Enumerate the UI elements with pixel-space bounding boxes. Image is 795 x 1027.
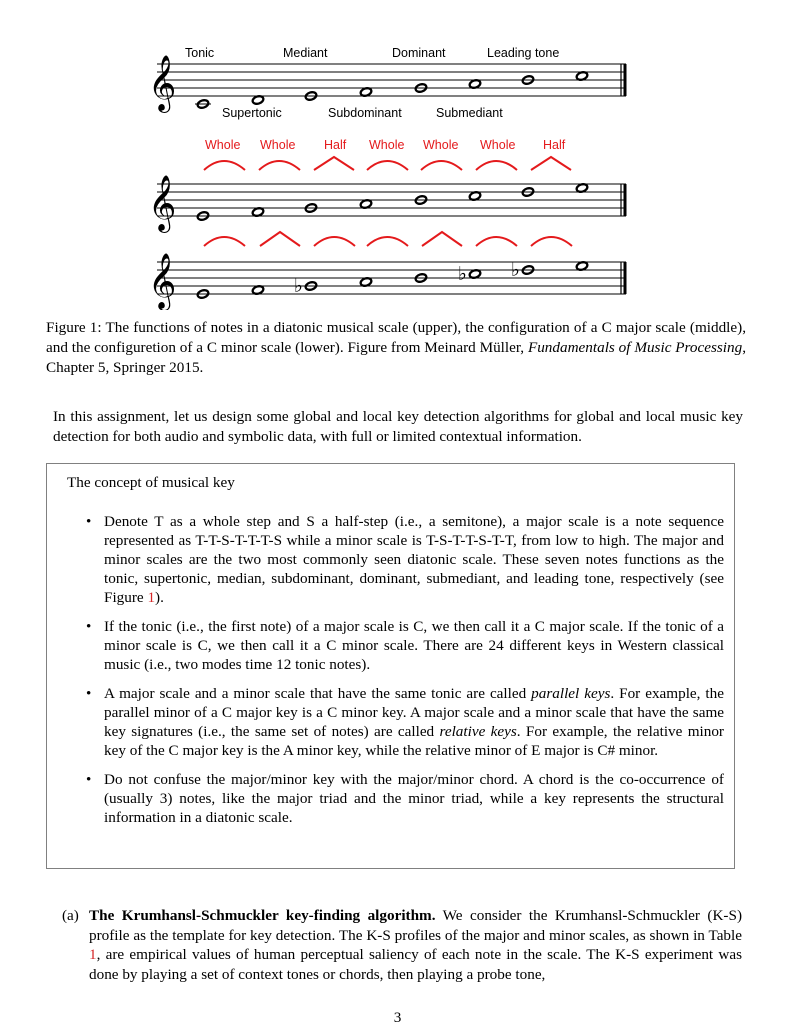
label-tonic: Tonic [185,46,215,60]
step-label-5: Whole [423,138,459,152]
treble-clef-icon: 𝄞 [148,253,177,309]
flat-icon: ♭ [511,259,520,281]
step-label-1: Whole [205,138,241,152]
label-leading-tone: Leading tone [487,46,560,60]
middle-staff [157,184,626,216]
treble-clef-icon: 𝄞 [148,55,177,111]
step-label-4: Whole [369,138,405,152]
treble-clef-icon: 𝄞 [148,175,177,231]
page-number: 3 [393,1009,402,1026]
concept-box-title: The concept of musical key [67,474,235,491]
concept-box [46,463,735,869]
step-arcs-middle [204,157,571,170]
concept-list [86,512,724,837]
step-label-7: Half [543,138,566,152]
list-item: • A major scale and a minor scale that have the same tonic are called parallel keys. For example, the parallel minor of a C major key is a C minor key. A major scale and a minor scale that have the same key signatures (i.e., the same set of notes) are called relative keys. For example, the relative minor key of the C major key is the A minor key, while the relative minor of E major is C# minor. [86,685,724,759]
table-ref-link[interactable]: 1 [89,946,97,963]
lower-notes [195,261,588,299]
upper-staff [157,64,626,96]
part-a-paragraph: (a) The Krumhansl-Schmuckler key-finding algorithm. We consider the Krumhansl-Schmuckler (K-S) profile as the template for key detection. The K-S profiles of the major and minor scales, as shown in Table 1, are empirical values of human perceptual saliency of each note in the scale. The K-S experiment was done by playing a set of context tones or chords, then playing a probe tone, [62,907,742,983]
book-title: Fundamentals of Music Processing [527,339,743,356]
intro-paragraph: In this assignment, let us design some global and local key detection algorithms for global and local music key detection for both audio and symbolic data, with full or limited contextual information. [53,408,743,445]
label-subdominant: Subdominant [328,106,402,120]
upper-top-labels [185,46,559,60]
step-arcs-lower [204,232,572,246]
list-item: • Do not confuse the major/minor key with the major/minor chord. A chord is the co-occurrence of (usually 3) notes, like the major triad and the minor triad, while a key represents the structural information in a diatonic scale. [86,771,724,826]
label-supertonic: Supertonic [222,106,282,120]
label-mediant: Mediant [283,46,328,60]
step-labels-middle [205,138,566,152]
part-a-title: The Krumhansl-Schmuckler key-finding algorithm. [89,907,436,924]
upper-bottom-labels [222,106,503,120]
upper-notes [195,71,588,109]
step-label-6: Whole [480,138,516,152]
middle-notes [195,183,588,221]
step-label-3: Half [324,138,347,152]
step-label-2: Whole [260,138,296,152]
lower-staff [157,262,626,294]
figure-1-scales [0,0,795,310]
list-item: • If the tonic (i.e., the first note) of a major scale is C, we then call it a C major scale. If the tonic of a minor scale is C, we then call it a C minor scale. There are 24 different keys in Western classical music (i.e., two modes time 12 tonic notes). [86,618,724,673]
part-a-label: (a) [62,907,79,924]
label-dominant: Dominant [392,46,446,60]
list-item: • Denote T as a whole step and S a half-step (i.e., a semitone), a major scale is a note sequence represented as T-T-S-T-T-T-S while a minor scale is T-S-T-T-S-T-T, from low to high. The major and minor scales are the two most commonly seen diatonic scale. These seven notes functions as the tonic, supertonic, median, subdominant, dominant, submediant, and leading tone, respectively (see Figure 1). [86,513,724,606]
figure-ref-link[interactable]: 1 [147,589,156,606]
flat-icon: ♭ [294,275,303,297]
figure-caption: Figure 1: The functions of notes in a diatonic musical scale (upper), the configuration of a C major scale (middle), and the configuretion of a C minor scale (lower). Figure from Meinard Müller, Fundamentals of Music Processing, Chapter 5, Springer 2015. [46,319,746,376]
label-submediant: Submediant [436,106,503,120]
flat-icon: ♭ [458,263,467,285]
